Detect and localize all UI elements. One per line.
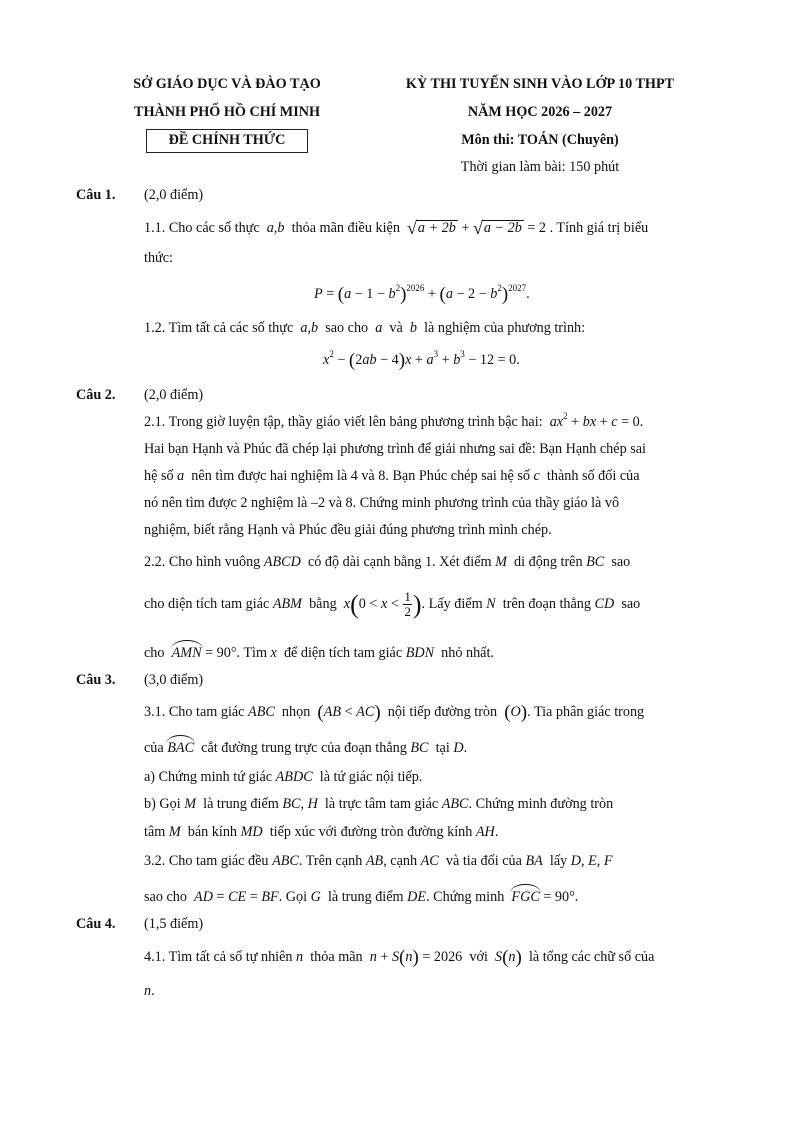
- q3-2-line2: sao cho AD = CE = BF. Gọi G là trung điểm DE. Chứng minh FGC = 90°.: [144, 889, 579, 905]
- q1-1-line1: 1.1. Cho các số thực a,b thỏa mãn điều kiện √a + 2b + √a − 2b = 2 . Tính giá trị biểu: [144, 218, 649, 238]
- question-label: Câu 2.: [76, 387, 116, 403]
- official-exam-box: [146, 129, 308, 153]
- q2-2-line1: 2.2. Cho hình vuông ABCD có độ dài cạnh bằng 1. Xét điểm M di động trên BC sao: [144, 554, 631, 570]
- subject-line: Môn thi: TOÁN (Chuyên): [461, 132, 619, 148]
- angle-AMN: AMN = 90°: [171, 645, 237, 661]
- q2-1-line3: hệ số a nên tìm được hai nghiệm là 4 và 8. Bạn Phúc chép sai hệ số c thành số đối của: [144, 468, 640, 484]
- question-label: Câu 4.: [76, 916, 116, 932]
- official-label: ĐỀ CHÍNH THỨC: [146, 129, 308, 153]
- question-points: (1,5 điểm): [144, 916, 204, 932]
- quadratic-equation: $ax^2$ + bx + c = 0.: [549, 411, 644, 430]
- q4-1-line2: n.: [144, 983, 155, 999]
- q3-1-line1: 3.1. Cho tam giác ABC nhọn (AB < AC) nội tiếp đường tròn (O). Tia phân giác trong: [144, 702, 645, 723]
- q3-2-line1: 3.2. Cho tam giác đều ABC. Trên cạnh AB, cạnh AC và tia đối của BA lấy D, E, F: [144, 853, 613, 869]
- equation-1-2: $x^2 - (2ab - 4)x + a^3 + b^3 - 12 = 0$.: [323, 349, 520, 371]
- q1-2-line1: 1.2. Tìm tất cả các số thực a,b sao cho a và b là nghiệm của phương trình:: [144, 320, 586, 336]
- condition-formula: √a + 2b + √a − 2b = 2: [407, 218, 547, 238]
- question-4-header: [76, 916, 204, 933]
- expression-P: $P = (a - 1 - b^2)^{2026} + (a - 2 - b^2)^{2027}$.: [314, 283, 530, 305]
- q3-1b-line2: tâm M bán kính MD tiếp xúc với đường tròn đường kính AH.: [144, 824, 499, 840]
- school-year: NĂM HỌC 2026 – 2027: [467, 104, 613, 120]
- question-points: (2,0 điểm): [144, 387, 204, 403]
- question-label: Câu 1.: [76, 187, 116, 203]
- x-range: x(0 < x < $\frac{1}{2}$ ): [343, 589, 422, 620]
- question-1-header: [76, 187, 204, 204]
- angle-FGC: FGC = 90°.: [511, 889, 579, 905]
- q2-1-line5: nghiệm, biết rằng Hạnh và Phúc đều giải đúng phương trình mình chép.: [144, 522, 552, 538]
- q2-1-line1: 2.1. Trong giờ luyện tập, thầy giáo viết lên bảng phương trình bậc hai: $ax^2$ + bx + c = 0.: [144, 411, 644, 430]
- question-3-header: [76, 672, 204, 689]
- digit-sum-equation: n + S(n) = 2026: [369, 947, 463, 968]
- question-points: (2,0 điểm): [144, 187, 204, 203]
- q3-1a: a) Chứng minh tứ giác ABDC là tứ giác nội tiếp.: [144, 769, 423, 785]
- q2-1-line2: Hai bạn Hạnh và Phúc đã chép lại phương trình để giải nhưng sai đề: Bạn Hạnh chép sai: [144, 441, 646, 457]
- q3-1-line2: của BAC cắt đường trung trực của đoạn thẳng BC tại D.: [144, 740, 468, 756]
- question-2-header: [76, 387, 204, 404]
- q4-1-line1: 4.1. Tìm tất cả số tự nhiên n thỏa mãn n + S(n) = 2026 với S(n) là tổng các chữ số của: [144, 947, 655, 968]
- exam-title: KỲ THI TUYỂN SINH VÀO LỚP 10 THPT: [405, 76, 675, 92]
- q1-1-line2: thức:: [144, 250, 173, 266]
- q2-2-line3: cho AMN = 90°. Tìm x để diện tích tam giác BDN nhỏ nhất.: [144, 645, 494, 661]
- q3-1b-line1: b) Gọi M là trung điểm BC, H là trực tâm tam giác ABC. Chứng minh đường tròn: [144, 796, 614, 812]
- city-name: THÀNH PHỐ HỒ CHÍ MINH: [133, 104, 321, 120]
- q2-2-line2: cho diện tích tam giác ABM bằng x(0 < x < $\frac{1}{2}$ ). Lấy điểm N trên đoạn thẳng CD sao: [144, 589, 641, 620]
- question-label: Câu 3.: [76, 672, 116, 688]
- department-name: SỞ GIÁO DỤC VÀ ĐÀO TẠO: [133, 76, 321, 92]
- q2-1-line4: nó nên tìm được 2 nghiệm là –2 và 8. Chứng minh phương trình của thầy giáo là vô: [144, 495, 620, 511]
- question-points: (3,0 điểm): [144, 672, 204, 688]
- time-limit: Thời gian làm bài: 150 phút: [460, 159, 620, 175]
